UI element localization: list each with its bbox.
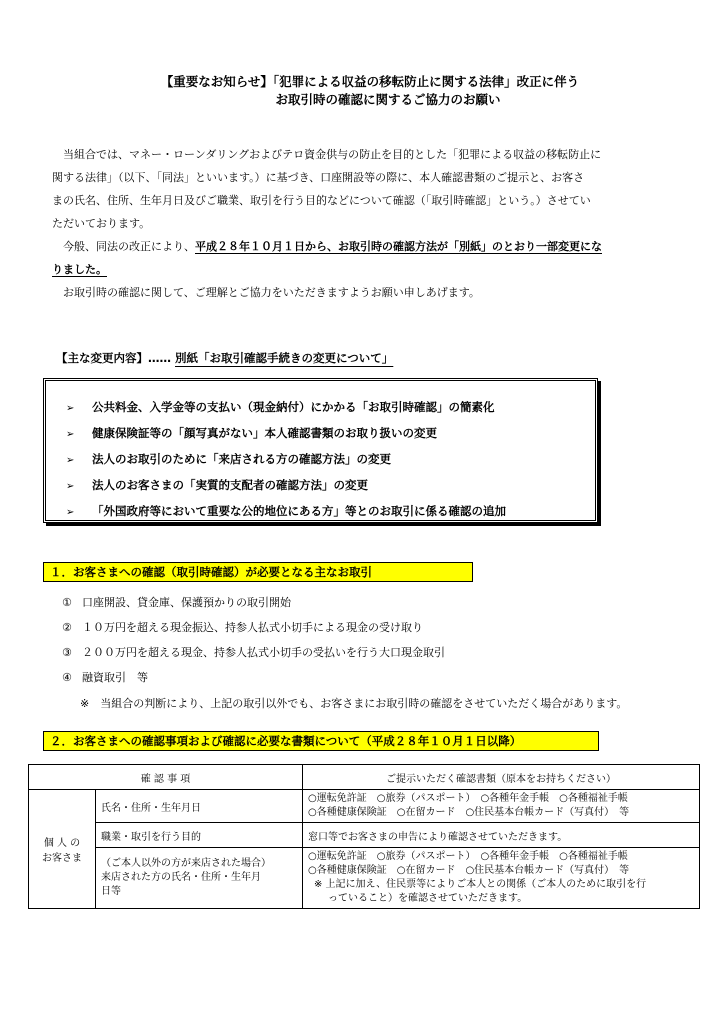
list-item xyxy=(66,473,595,499)
intro-change-emphasis: 平成２８年１０月１日から、お取引時の確認方法が「別紙」のとおり一部変更にな xyxy=(195,240,602,253)
table-row xyxy=(29,823,700,848)
confirm-docs-cell xyxy=(303,790,700,823)
page-title-line-1: 【重要なお知らせ】「犯罪による収益の移転防止に関する法律」改正に伴う xyxy=(160,74,580,89)
section-1-note: ※ 当組合の判断により、上記の取引以外でも、お客さまにお取引時の確認をさせていただく場合があります。 xyxy=(80,697,628,710)
change-item-text: 公共料金、入学金等の支払い（現金納付）にかかる「お取引時確認」の簡素化 xyxy=(92,400,495,414)
intro-line: まの氏名、住所、生年月日及びご職業、取引を行う目的などについて確認（「取引時確認」という。）させてい xyxy=(52,194,591,207)
arrow-bullet-icon: ➢ xyxy=(66,403,75,414)
change-item-text: 法人のお取引のために「来店される方の確認方法」の変更 xyxy=(92,452,391,466)
docs-note: っていること）を確認させていただきます。 xyxy=(328,893,528,904)
change-item-text: 法人のお客さまの「実質的支配者の確認方法」の変更 xyxy=(92,478,368,492)
docs-line: ○運転免許証 ○旅券（パスポート） ○各種年金手帳 ○各種福祉手帳 xyxy=(308,793,628,804)
arrow-bullet-icon: ➢ xyxy=(66,507,75,518)
main-changes-label: 【主な変更内容】…… xyxy=(56,351,176,365)
item-text: 口座開設、貸金庫、保護預かりの取引開始 xyxy=(82,596,291,609)
table-row xyxy=(29,848,700,909)
item-text: 融資取引 等 xyxy=(82,671,148,684)
item-number: ① xyxy=(62,596,72,609)
intro-change-emphasis: りました。 xyxy=(52,263,107,276)
item-number: ② xyxy=(62,621,72,634)
confirm-item-cell: 氏名・住所・生年月日 xyxy=(96,790,303,823)
list-item xyxy=(62,615,682,640)
list-item xyxy=(66,499,595,525)
transaction-list xyxy=(62,590,682,690)
list-item xyxy=(66,395,595,421)
intro-closing: お取引時の確認に関して、ご理解とご協力をいただきますようお願い申しあげます。 xyxy=(63,286,480,299)
item-line: 日等 xyxy=(101,886,121,897)
item-line: （ご本人以外の方が来店された場合） xyxy=(101,858,271,869)
confirmation-table xyxy=(28,764,700,909)
page-title-line-2: お取引時の確認に関するご協力のお願い xyxy=(275,92,501,107)
docs-line: ○各種健康保険証 ○在留カード ○住民基本台帳カード（写真付） 等 xyxy=(308,807,630,818)
confirm-item-cell xyxy=(96,848,303,909)
table-header-item: 確 認 事 項 xyxy=(29,765,303,790)
main-changes-attachment-ref: 別紙「お取引確認手続きの変更について」 xyxy=(175,351,394,365)
group-label-line: 個 人 の xyxy=(43,838,81,849)
docs-line: ○運転免許証 ○旅券（パスポート） ○各種年金手帳 ○各種福祉手帳 xyxy=(308,851,628,862)
confirm-docs-cell: 窓口等でお客さまの申告により確認させていただきます。 xyxy=(303,823,700,848)
group-label-line: お客さま xyxy=(42,853,82,864)
table-header-docs: ご提示いただく確認書類（原本をお持ちください） xyxy=(303,765,700,790)
change-item-text: 「外国政府等において重要な公的地位にある方」等とのお取引に係る確認の追加 xyxy=(92,504,506,518)
confirm-docs-cell xyxy=(303,848,700,909)
table-header-row xyxy=(29,765,700,790)
list-item xyxy=(66,447,595,473)
intro-change-line xyxy=(52,235,676,258)
list-item xyxy=(62,640,682,665)
intro-line: 関する法律」（以下、「同法」といいます。）に基づき、口座開設等の際に、本人確認書類のご提示と、お客さ xyxy=(52,171,585,184)
main-changes-heading xyxy=(56,350,476,366)
intro-change-prefix: 今般、同法の改正により、 xyxy=(63,240,195,253)
main-changes-box xyxy=(43,378,598,523)
section-2-heading: ２．お客さまへの確認事項および確認に必要な書類について（平成２８年１０月１日以降） xyxy=(43,731,599,751)
item-number: ③ xyxy=(62,646,72,659)
list-item xyxy=(62,590,682,615)
list-item xyxy=(62,665,682,690)
arrow-bullet-icon: ➢ xyxy=(66,481,75,492)
group-label-individual xyxy=(29,790,96,909)
change-item-text: 健康保険証等の「顔写真がない」本人確認書類のお取り扱いの変更 xyxy=(92,426,437,440)
table-row xyxy=(29,790,700,823)
docs-line: ○各種健康保険証 ○在留カード ○住民基本台帳カード（写真付） 等 xyxy=(308,865,630,876)
item-number: ④ xyxy=(62,671,72,684)
docs-note: ※ 上記に加え、住民票等によりご本人との関係（ご本人のために取引を行 xyxy=(314,879,647,890)
item-text: ２００万円を超える現金、持参人払式小切手の受払いを行う大口現金取引 xyxy=(82,646,445,659)
intro-line: 当組合では、マネー・ローンダリングおよびテロ資金供与の防止を目的とした「犯罪による収益の移転防止に xyxy=(63,148,602,161)
confirm-item-cell: 職業・取引を行う目的 xyxy=(96,823,303,848)
arrow-bullet-icon: ➢ xyxy=(66,429,75,440)
item-text: １０万円を超える現金振込、持参人払式小切手による現金の受け取り xyxy=(82,621,423,634)
intro-line: ただいております。 xyxy=(52,217,151,230)
arrow-bullet-icon: ➢ xyxy=(66,455,75,466)
list-item xyxy=(66,421,595,447)
section-1-heading: １．お客さまへの確認（取引時確認）が必要となる主なお取引 xyxy=(43,562,473,582)
main-changes-list xyxy=(46,381,595,525)
intro-change-line xyxy=(52,258,676,281)
item-line: 来店された方の氏名・住所・生年月 xyxy=(101,872,261,883)
intro-text xyxy=(52,143,676,304)
